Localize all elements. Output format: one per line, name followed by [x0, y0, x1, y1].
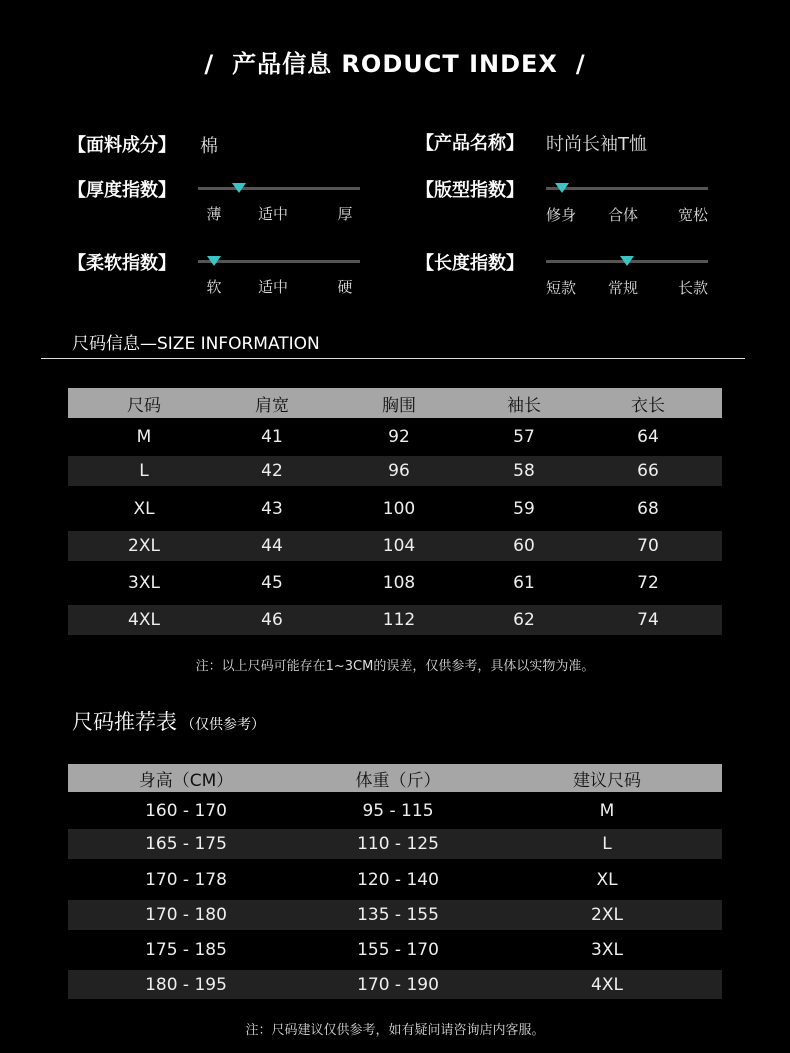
title-text: 产品信息 RODUCT INDEX [232, 50, 558, 78]
size-table-header [68, 388, 722, 418]
size-note: 注：以上尺码可能存在1~3CM的误差，仅供参考，具体以实物为准。 [195, 659, 595, 674]
table-cell: 110 - 125 [304, 829, 492, 859]
size-col-header: 袖长 [474, 388, 574, 418]
recommend-col-header: 建议尺码 [492, 764, 722, 792]
length-tick-mid: 常规 [607, 279, 639, 297]
table-row [68, 531, 722, 561]
softness-tick-mid: 适中 [257, 278, 289, 296]
size-col-header: 肩宽 [220, 388, 324, 418]
table-cell: 160 - 170 [68, 792, 304, 829]
table-cell: 170 - 180 [68, 900, 304, 930]
fit-scale [546, 187, 708, 190]
size-col-header: 尺码 [68, 388, 220, 418]
recommend-subtitle: （仅供参考） [181, 717, 265, 733]
softness-tick-high: 硬 [337, 278, 353, 296]
table-cell: M [68, 418, 220, 456]
size-col-header: 衣长 [574, 388, 722, 418]
table-row [68, 829, 722, 859]
fit-tick-low: 修身 [545, 206, 577, 224]
size-col-header: 胸围 [324, 388, 474, 418]
fit-ticks [546, 204, 708, 224]
table-row [68, 456, 722, 486]
table-cell: XL [68, 486, 220, 531]
table-cell: 58 [474, 456, 574, 486]
length-ticks [546, 277, 708, 297]
table-cell: 100 [324, 486, 474, 531]
recommend-title [72, 706, 265, 736]
table-cell: 72 [574, 561, 722, 605]
softness-label: 【柔软指数】 [68, 253, 176, 274]
softness-tick-low: 软 [206, 278, 222, 296]
thickness-ticks [198, 203, 360, 223]
product-name-value: 时尚长袖T恤 [546, 134, 647, 155]
table-cell: 59 [474, 486, 574, 531]
fit-label: 【版型指数】 [416, 180, 524, 201]
table-cell: 104 [324, 531, 474, 561]
thickness-tick-low: 薄 [206, 205, 222, 223]
table-cell: 66 [574, 456, 722, 486]
table-cell: 95 - 115 [304, 792, 492, 829]
table-cell: 170 - 178 [68, 859, 304, 900]
product-name-label: 【产品名称】 [416, 133, 524, 154]
length-tick-low: 短款 [545, 279, 577, 297]
table-cell: 64 [574, 418, 722, 456]
table-cell: 74 [574, 605, 722, 635]
table-cell: L [492, 829, 722, 859]
table-cell: 43 [220, 486, 324, 531]
recommend-col-header: 体重（斤） [304, 764, 492, 792]
table-cell: 3XL [68, 561, 220, 605]
thickness-indicator [232, 183, 246, 193]
table-row [68, 605, 722, 635]
section-divider [41, 358, 745, 359]
table-cell: 2XL [68, 531, 220, 561]
table-cell: 165 - 175 [68, 829, 304, 859]
table-cell: 46 [220, 605, 324, 635]
table-cell: 155 - 170 [304, 930, 492, 970]
table-row [68, 930, 722, 970]
table-cell: 4XL [68, 605, 220, 635]
table-cell: 96 [324, 456, 474, 486]
table-cell: 120 - 140 [304, 859, 492, 900]
title-right-slash: / [575, 50, 586, 78]
recommend-table-header [68, 764, 722, 792]
table-cell: 170 - 190 [304, 970, 492, 999]
softness-ticks [198, 276, 360, 296]
recommend-table [68, 764, 722, 999]
recommend-note: 注：尺码建议仅供参考，如有疑问请咨询店内客服。 [245, 1023, 545, 1038]
table-row [68, 486, 722, 531]
size-info-title: 尺码信息—SIZE INFORMATION [72, 334, 320, 354]
table-cell: 3XL [492, 930, 722, 970]
thickness-label: 【厚度指数】 [68, 180, 176, 201]
table-row [68, 561, 722, 605]
softness-scale [198, 260, 360, 263]
title-left-slash: / [204, 50, 215, 78]
table-cell: 60 [474, 531, 574, 561]
table-cell: M [492, 792, 722, 829]
table-row [68, 900, 722, 930]
table-cell: 42 [220, 456, 324, 486]
table-cell: 112 [324, 605, 474, 635]
table-cell: 180 - 195 [68, 970, 304, 999]
fit-indicator [555, 183, 569, 193]
fit-tick-mid: 合体 [607, 206, 639, 224]
table-row [68, 970, 722, 999]
table-cell: 135 - 155 [304, 900, 492, 930]
thickness-tick-mid: 适中 [257, 205, 289, 223]
table-cell: 4XL [492, 970, 722, 999]
recommend-col-header: 身高（CM） [68, 764, 304, 792]
length-scale [546, 260, 708, 263]
page-title [0, 44, 790, 79]
table-cell: 61 [474, 561, 574, 605]
table-cell: 57 [474, 418, 574, 456]
length-indicator [620, 256, 634, 266]
table-cell: 92 [324, 418, 474, 456]
thickness-tick-high: 厚 [337, 205, 353, 223]
size-table [68, 388, 722, 635]
table-row [68, 418, 722, 456]
length-tick-high: 长款 [677, 279, 709, 297]
fit-tick-high: 宽松 [677, 206, 709, 224]
table-cell: 45 [220, 561, 324, 605]
table-cell: 44 [220, 531, 324, 561]
table-cell: 41 [220, 418, 324, 456]
fabric-label: 【面料成分】 [68, 135, 176, 156]
length-label: 【长度指数】 [416, 253, 524, 274]
softness-indicator [207, 256, 221, 266]
table-cell: 62 [474, 605, 574, 635]
table-cell: 70 [574, 531, 722, 561]
table-cell: 175 - 185 [68, 930, 304, 970]
table-cell: XL [492, 859, 722, 900]
table-row [68, 859, 722, 900]
table-cell: 68 [574, 486, 722, 531]
recommend-title-text: 尺码推荐表 [72, 710, 177, 734]
table-cell: 2XL [492, 900, 722, 930]
table-cell: L [68, 456, 220, 486]
thickness-scale [198, 187, 360, 190]
table-row [68, 792, 722, 829]
fabric-value: 棉 [200, 136, 218, 157]
table-cell: 108 [324, 561, 474, 605]
